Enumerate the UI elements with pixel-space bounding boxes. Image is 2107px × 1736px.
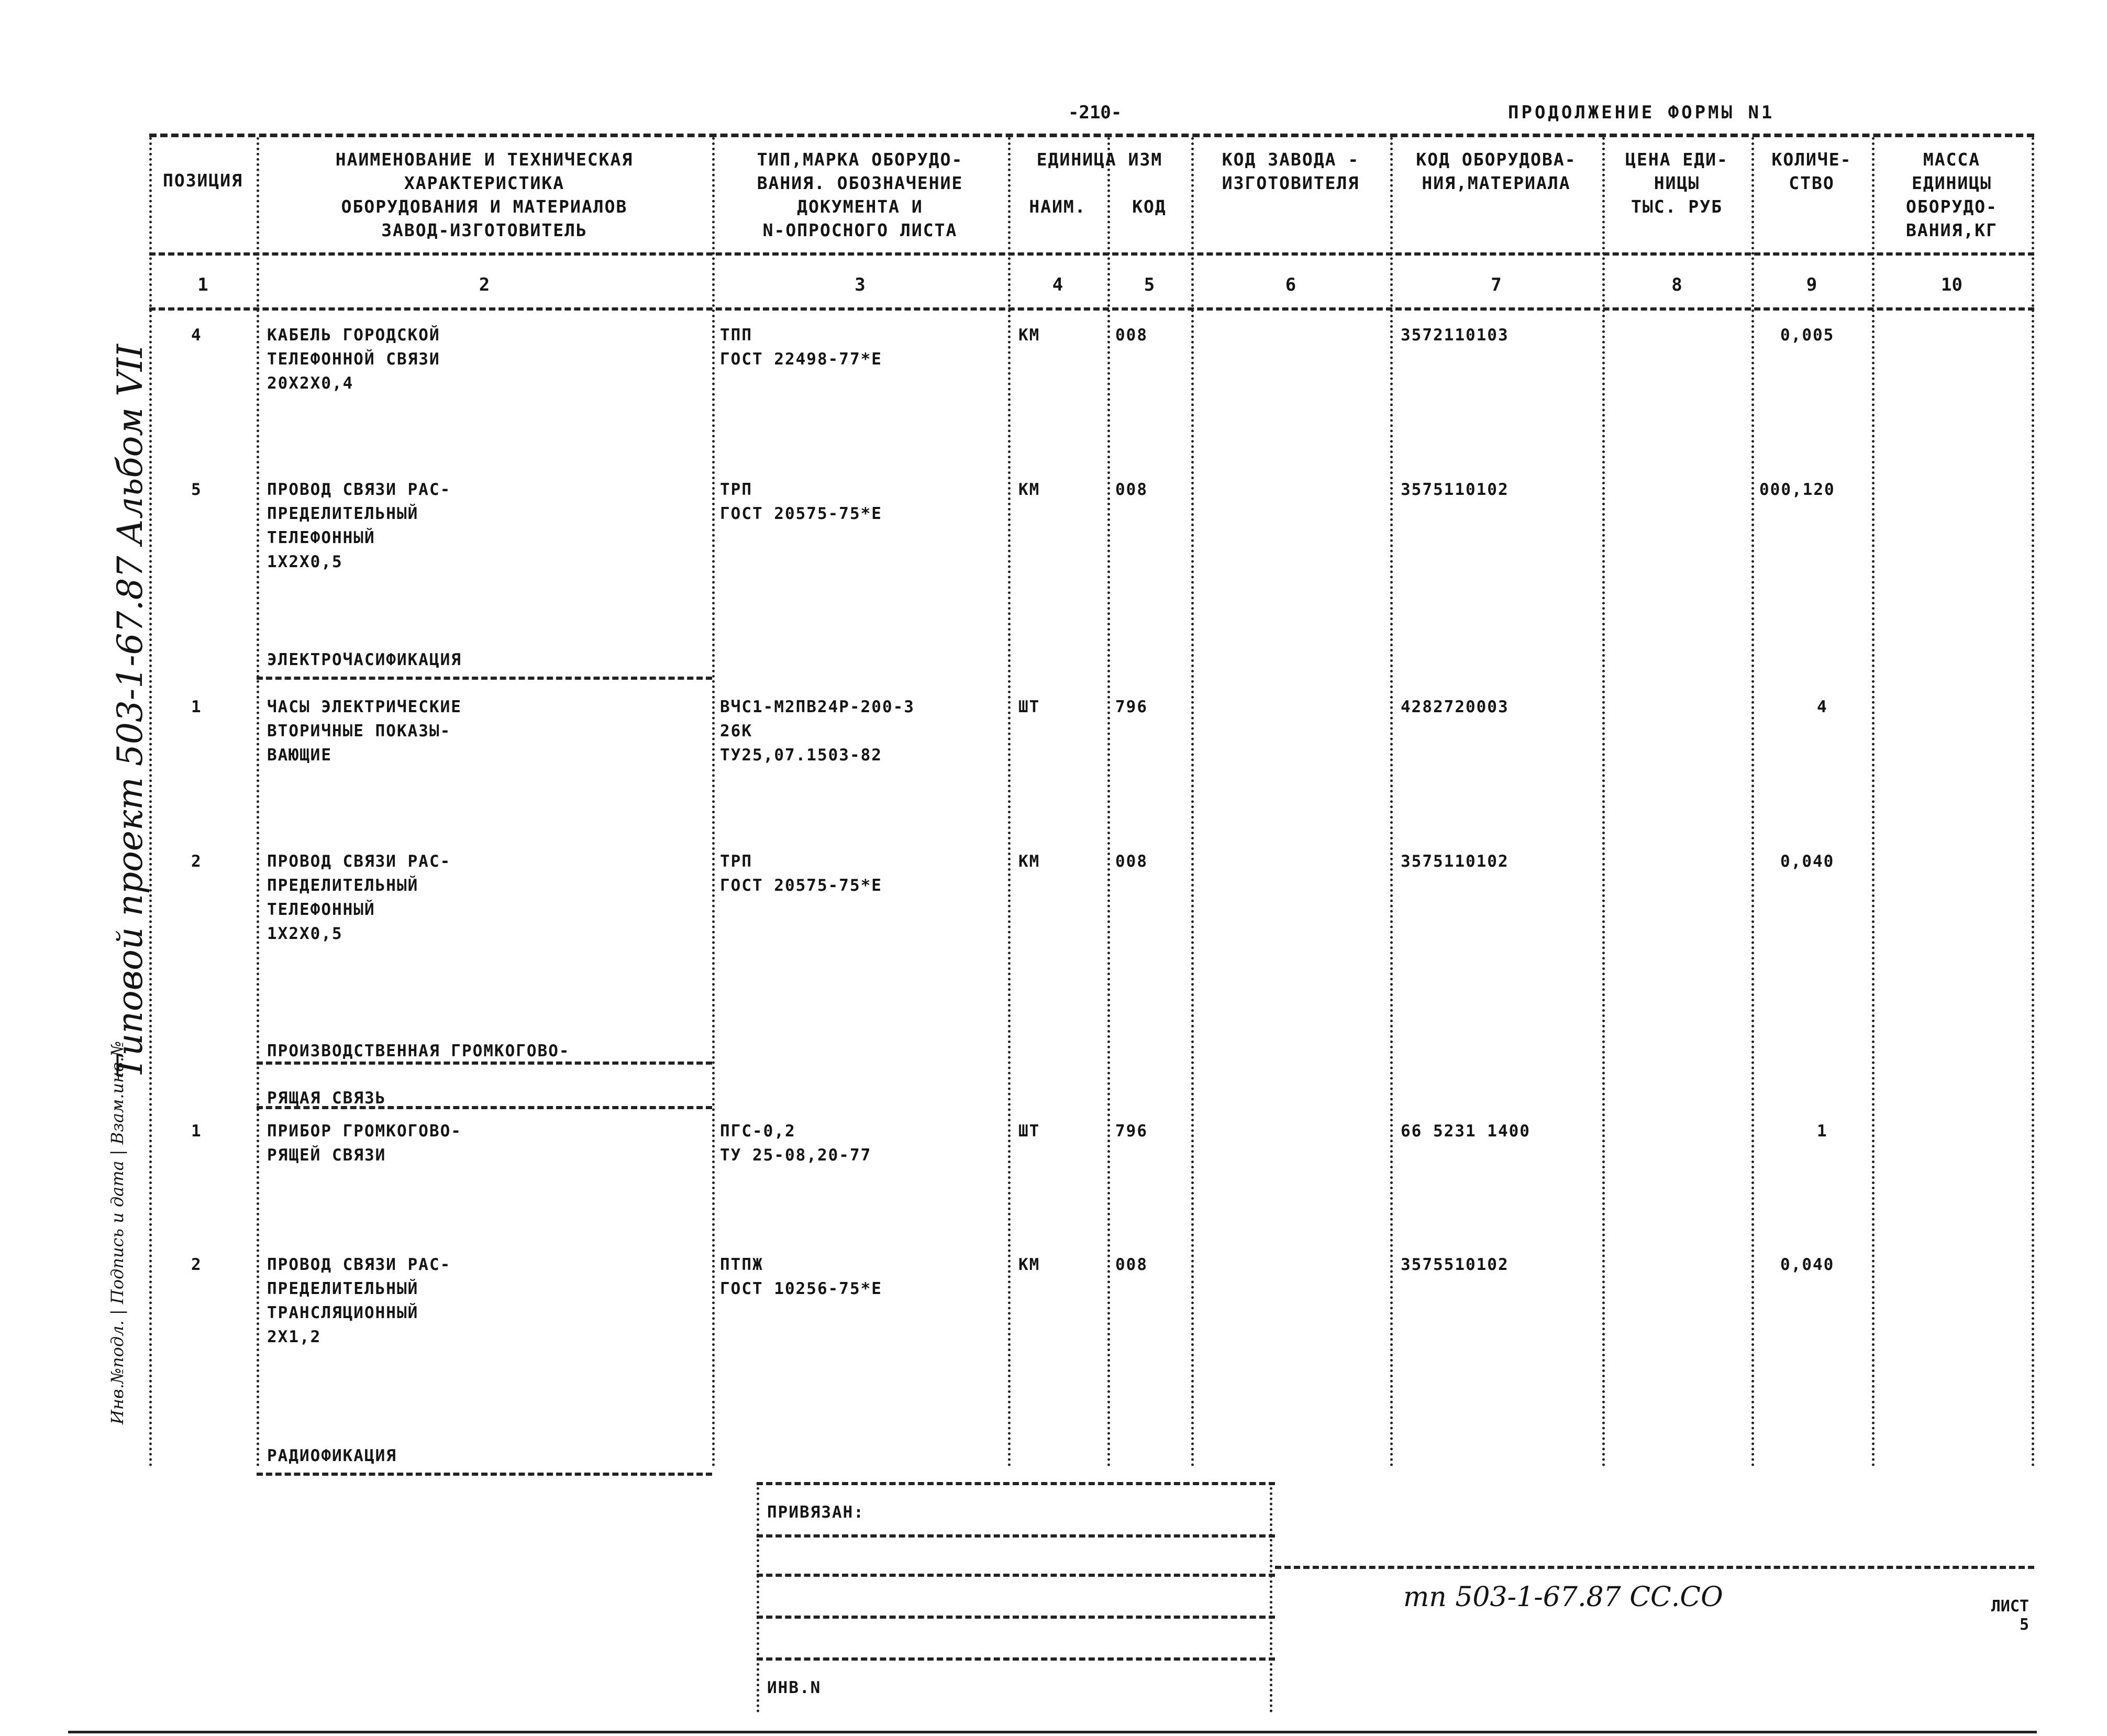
row-type: ПГС-0,2 ТУ 25-08,20-77: [720, 1122, 872, 1165]
header-quantity: КОЛИЧЕ- СТВО: [1771, 149, 1852, 193]
header-type: ТИП,МАРКА ОБОРУДО- ВАНИЯ. ОБОЗНАЧЕНИЕ ДОКУМЕНТА И N-ОПРОСНОГО ЛИСТА: [757, 149, 963, 240]
row-quantity: 000,120: [1759, 480, 1835, 499]
col-border: [1390, 137, 1393, 1467]
row-position: 4: [191, 326, 202, 345]
header-unit-code: КОД: [1132, 196, 1167, 217]
row-unit-code: 796: [1115, 698, 1148, 716]
side-project-title: Типовой проект 503-1-67.87 Альбом VII: [110, 344, 150, 1079]
row-material-code: 3575110102: [1401, 852, 1509, 871]
stamp-linked-label: ПРИВЯЗАН:: [767, 1503, 864, 1522]
row-unit: КМ: [1018, 326, 1040, 345]
col-border: [712, 137, 715, 1467]
header-divider: [149, 252, 2034, 256]
row-material-code: 3572110103: [1401, 326, 1509, 345]
row-name: ЧАСЫ ЭЛЕКТРИЧЕСКИЕ ВТОРИЧНЫЕ ПОКАЗЫ- ВАЮЩИЕ: [267, 698, 462, 765]
row-unit-code: 008: [1115, 326, 1148, 345]
row-position: 2: [191, 1255, 202, 1274]
spec-table: [149, 134, 2034, 1467]
row-position: 5: [191, 480, 202, 499]
page-bottom-line: [68, 1731, 2037, 1733]
stamp-line: [757, 1657, 1275, 1661]
colno: 3: [855, 274, 866, 295]
row-position: 1: [191, 698, 202, 716]
side-stamp-labels: Инв.№подл. | Подпись и дата | Взам.инв.№: [107, 1041, 127, 1424]
row-unit: ШТ: [1018, 698, 1040, 716]
row-material-code: 3575510102: [1401, 1255, 1509, 1274]
header-name: НАИМЕНОВАНИЕ И ТЕХНИЧЕСКАЯ ХАРАКТЕРИСТИКА ОБОРУДОВАНИЯ И МАТЕРИАЛОВ ЗАВОД-ИЗГОТОВИТЕЛЬ: [335, 149, 634, 240]
row-material-code: 3575110102: [1401, 480, 1509, 499]
stamp-right-line: [1275, 1566, 2034, 1569]
col-border: [1872, 137, 1875, 1467]
page-number: -210-: [1068, 102, 1122, 123]
col-border: [1751, 137, 1754, 1467]
col-border: [1602, 137, 1605, 1467]
section-title: ЭЛЕКТРОЧАСИФИКАЦИЯ: [267, 650, 462, 669]
stamp-border: [757, 1482, 759, 1712]
sheet-box: [1940, 1597, 2029, 1634]
row-unit-code: 008: [1115, 852, 1148, 871]
section-underline: [257, 1106, 712, 1109]
row-unit-code: 796: [1115, 1122, 1148, 1141]
row-unit: ШТ: [1018, 1122, 1040, 1141]
row-position: 1: [191, 1122, 202, 1141]
row-quantity: 4: [1817, 698, 1828, 716]
section-underline: [257, 1473, 712, 1476]
header-factory-code: КОД ЗАВОДА - ИЗГОТОВИТЕЛЯ: [1222, 149, 1360, 193]
section-underline: [257, 677, 712, 680]
row-name: ПРИБОР ГРОМКОГОВО- РЯЩЕЙ СВЯЗИ: [267, 1122, 462, 1165]
row-name: ПРОВОД СВЯЗИ РАС- ПРЕДЕЛИТЕЛЬНЫЙ ТЕЛЕФОННЫЙ 1X2X0,5: [267, 480, 451, 571]
row-name: ПРОВОД СВЯЗИ РАС- ПРЕДЕЛИТЕЛЬНЫЙ ТРАНСЛЯЦИОННЫЙ 2X1,2: [267, 1255, 451, 1346]
colno: 6: [1285, 274, 1296, 295]
stamp-inv-label: ИНВ.N: [767, 1678, 822, 1697]
colno: 9: [1806, 274, 1817, 295]
section-title: ПРОИЗВОДСТВЕННАЯ ГРОМКОГОВО- РЯЩАЯ СВЯЗЬ: [267, 1042, 570, 1108]
sheet-label: ЛИСТ: [1991, 1597, 2029, 1616]
row-unit: КМ: [1018, 480, 1040, 499]
stamp-line: [757, 1574, 1275, 1577]
row-quantity: 0,040: [1780, 1255, 1835, 1274]
row-type: ВЧС1-М2ПВ24Р-200-3 26К ТУ25,07.1503-82: [720, 698, 915, 765]
row-material-code: 66 5231 1400: [1401, 1122, 1531, 1141]
header-unit-name: НАИМ.: [1029, 196, 1086, 217]
col-border: [1008, 137, 1011, 1467]
row-type: ТРП ГОСТ 20575-75*Е: [720, 852, 882, 895]
row-position: 2: [191, 852, 202, 871]
row-quantity: 0,005: [1780, 326, 1835, 345]
colno: 5: [1144, 274, 1155, 295]
colno: 7: [1491, 274, 1502, 295]
row-material-code: 4282720003: [1401, 698, 1509, 716]
row-unit-code: 008: [1115, 480, 1148, 499]
row-quantity: 1: [1817, 1122, 1828, 1141]
sheet-number: 5: [2019, 1616, 2029, 1634]
stamp-border: [1270, 1482, 1272, 1712]
row-unit: КМ: [1018, 1255, 1040, 1274]
header-mass: МАССА ЕДИНИЦЫ ОБОРУДО- ВАНИЯ,КГ: [1906, 149, 1998, 240]
colno-divider: [149, 307, 2034, 311]
header-material-code: КОД ОБОРУДОВА- НИЯ,МАТЕРИАЛА: [1416, 149, 1577, 193]
row-name: КАБЕЛЬ ГОРОДСКОЙ ТЕЛЕФОННОЙ СВЯЗИ 20X2X0,4: [267, 326, 440, 393]
colno: 2: [479, 274, 490, 295]
header-price: ЦЕНА ЕДИ- НИЦЫ ТЫС. РУБ: [1625, 149, 1728, 217]
header-unit: ЕДИНИЦА ИЗМ: [1036, 149, 1163, 170]
colno: 1: [197, 274, 208, 295]
colno: 8: [1671, 274, 1682, 295]
stamp-line: [757, 1616, 1275, 1619]
colno: 4: [1052, 274, 1063, 295]
stamp-line: [757, 1534, 1275, 1538]
row-type: ПТПЖ ГОСТ 10256-75*Е: [720, 1255, 882, 1298]
row-name: ПРОВОД СВЯЗИ РАС- ПРЕДЕЛИТЕЛЬНЫЙ ТЕЛЕФОННЫЙ 1X2X0,5: [267, 852, 451, 943]
header-position: ПОЗИЦИЯ: [162, 170, 243, 191]
title-stamp: [757, 1482, 1275, 1712]
col-border: [2032, 137, 2034, 1467]
document-code: тп 503-1-67.87 СС.СО: [1403, 1582, 1723, 1613]
colno: 10: [1941, 274, 1962, 295]
col-border: [257, 137, 259, 1467]
row-quantity: 0,040: [1780, 852, 1835, 871]
col-border: [1191, 137, 1194, 1467]
row-unit: КМ: [1018, 852, 1040, 871]
continuation-title: ПРОДОЛЖЕНИЕ ФОРМЫ N1: [1508, 102, 1775, 123]
stamp-line: [757, 1482, 1275, 1485]
section-title: РАДИОФИКАЦИЯ: [267, 1446, 397, 1465]
row-type: ТПП ГОСТ 22498-77*Е: [720, 326, 882, 369]
row-type: ТРП ГОСТ 20575-75*Е: [720, 480, 882, 523]
section-underline: [257, 1061, 712, 1065]
col-border: [1107, 137, 1110, 1467]
row-unit-code: 008: [1115, 1255, 1148, 1274]
